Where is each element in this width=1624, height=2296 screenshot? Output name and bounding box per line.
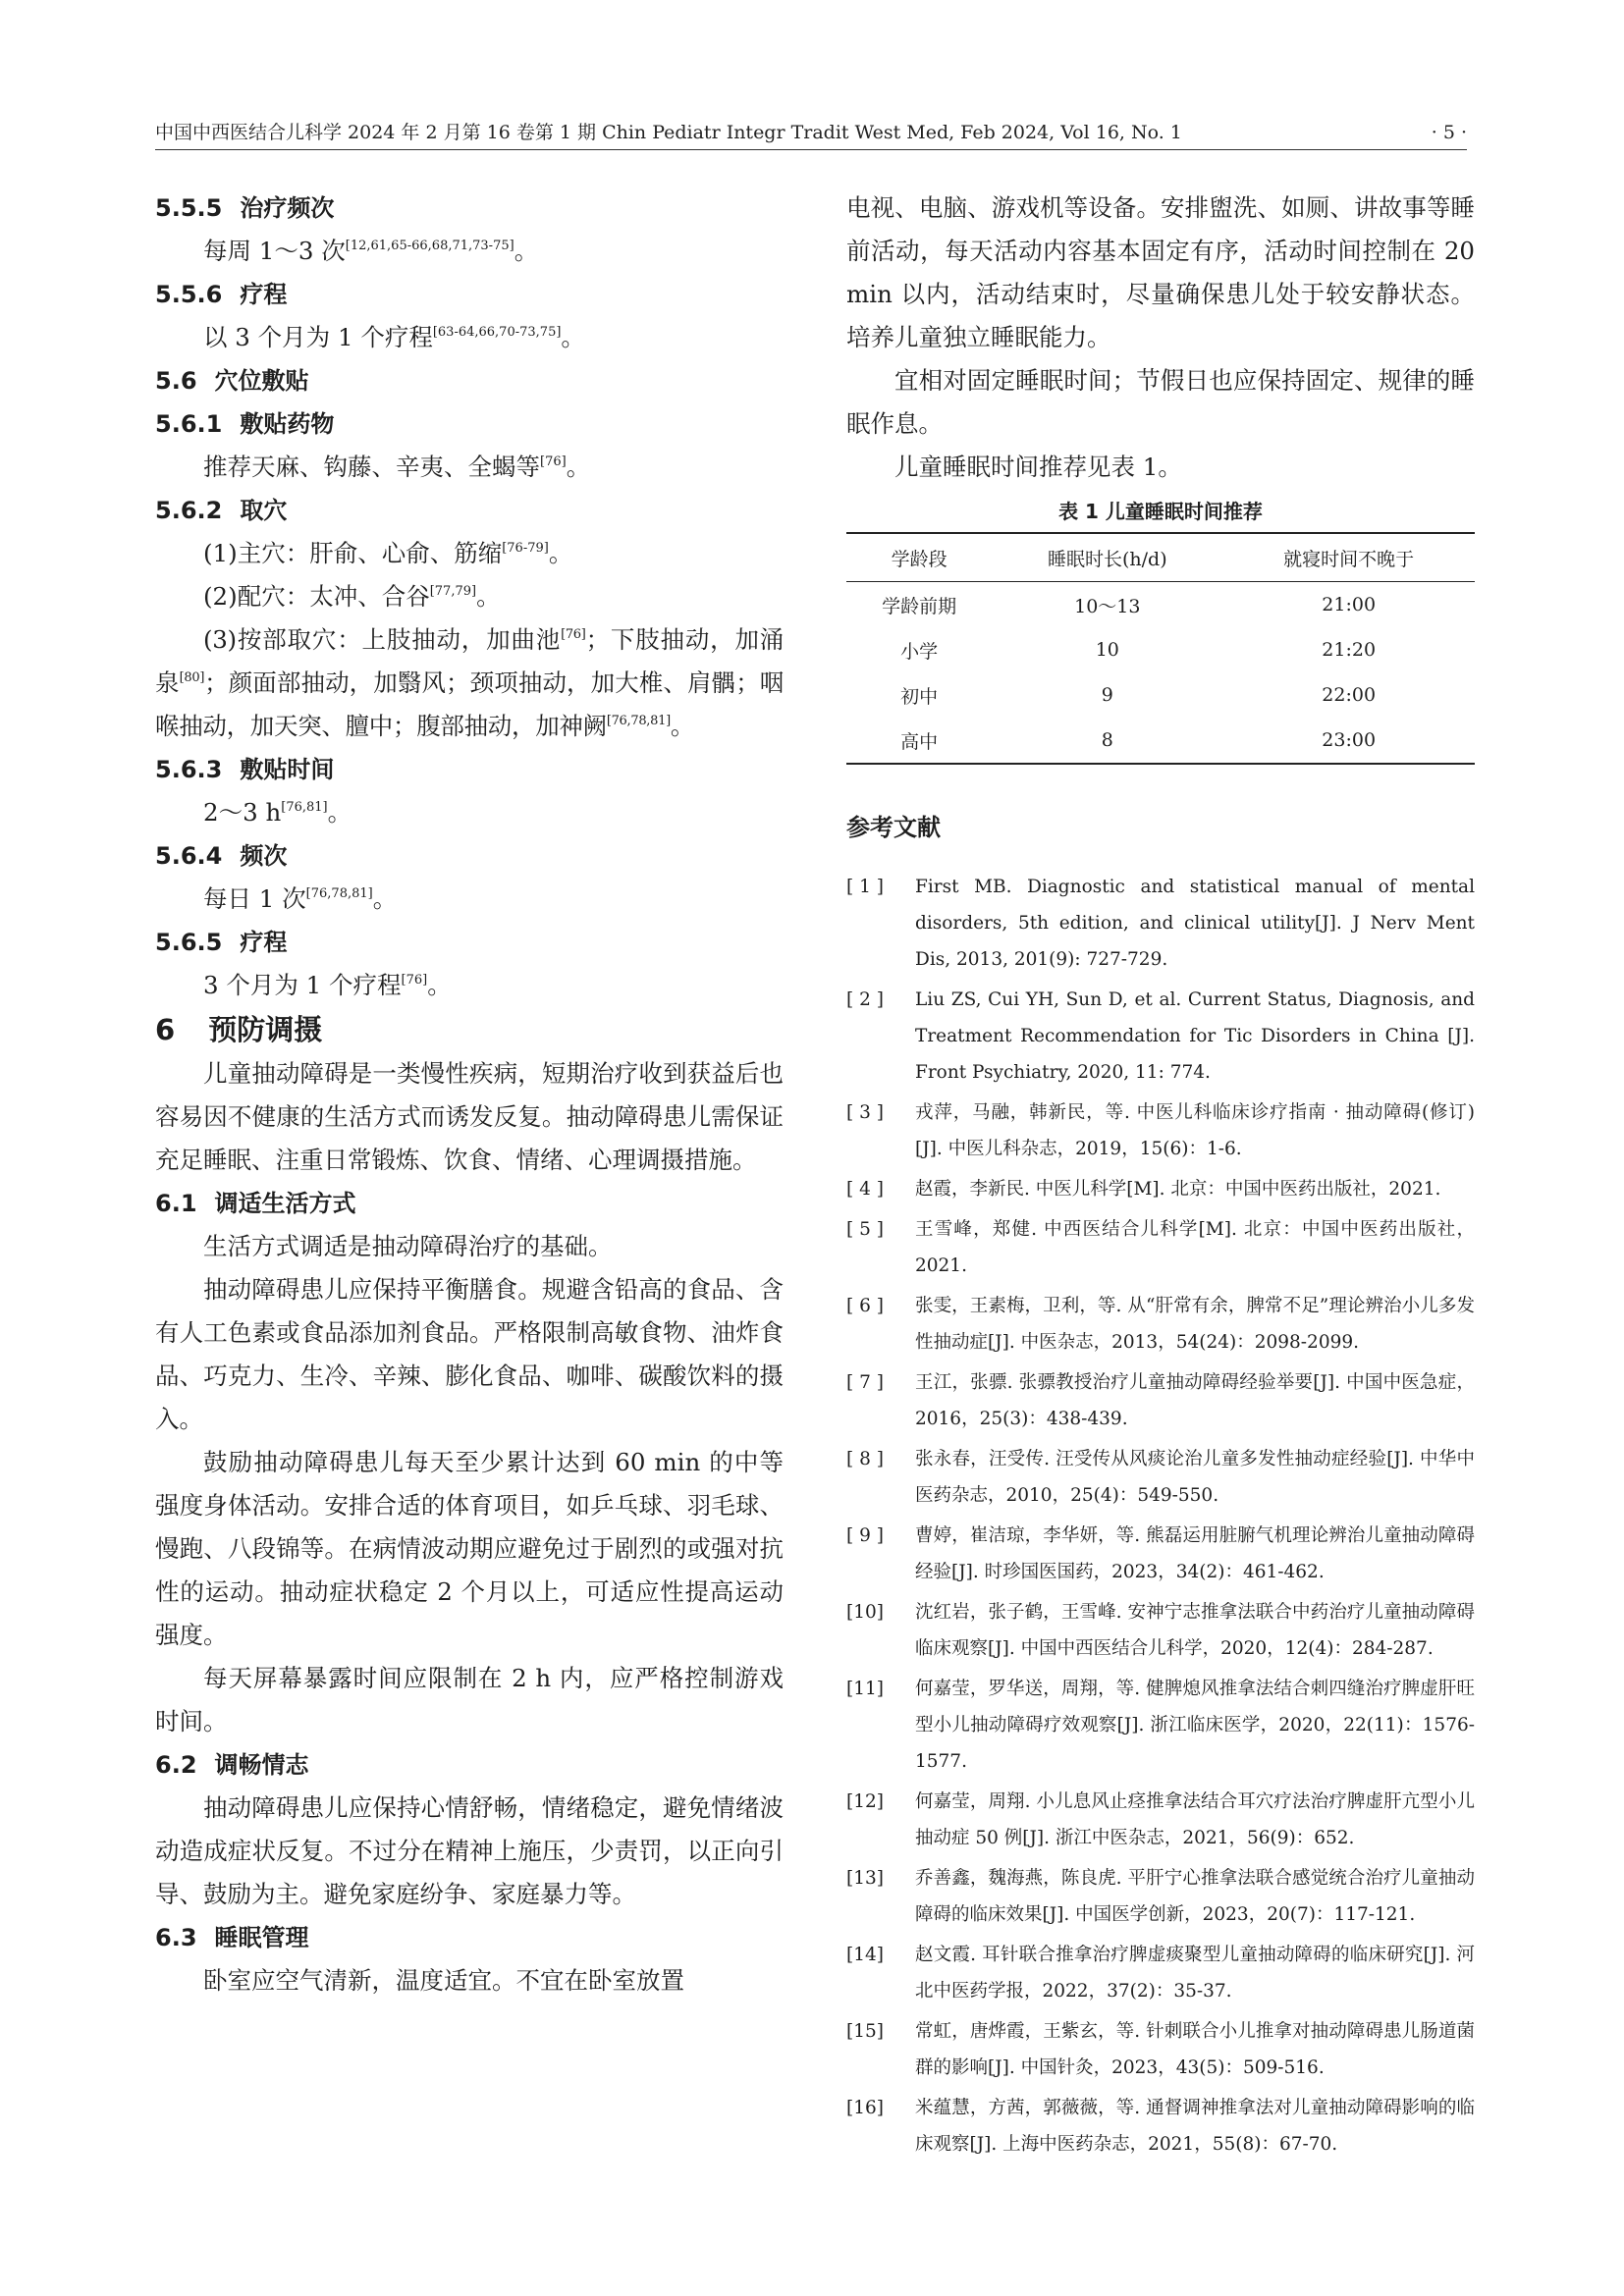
section-5-5-6 <box>155 273 784 316</box>
paragraph <box>155 316 784 359</box>
reference-number: [11] <box>846 1679 884 1699</box>
reference-number: [10] <box>846 1602 884 1623</box>
section-number: 5.6.1 <box>155 410 223 438</box>
table-cell: 23:00 <box>1322 729 1377 751</box>
reference-item <box>846 2013 1475 2086</box>
section-5-6-1 <box>155 402 784 446</box>
paragraph: 宜相对固定睡眠时间；节假日也应保持固定、规律的睡眠作息。 <box>846 366 1475 438</box>
section-6-2 <box>155 1743 784 1787</box>
reference-number: [ 3 ] <box>846 1102 884 1123</box>
text: 。 <box>561 323 585 351</box>
reference-text: 何嘉莹，罗华送，周翔，等. 健脾熄风推拿法结合刺四缝治疗脾虚肝旺型小儿抽动障碍疗效观察[J]. 浙江临床医学，2020，22(11)：1576-1577. <box>915 1679 1475 1772</box>
text: 3 个月为 1 个疗程 <box>203 971 402 999</box>
left-column <box>155 187 784 2002</box>
reference-text: 乔善鑫，魏海燕，陈良虎. 平肝宁心推拿法联合感觉统合治疗儿童抽动障碍的临床效果[J]. 中国医学创新，2023，20(7)：117-121. <box>915 1868 1475 1925</box>
reference-item <box>846 1288 1475 1361</box>
table-cell: 学龄前期 <box>882 595 957 617</box>
paragraph: 儿童抽动障碍是一类慢性疾病，短期治疗收到获益后也容易因不健康的生活方式而诱发反复。抽动障碍患儿需保证充足睡眠、注重日常锻炼、饮食、情绪、心理调摄措施。 <box>155 1059 784 1174</box>
citation: [76,81] <box>281 800 328 815</box>
citation: [76] <box>540 454 567 469</box>
reference-text: 何嘉莹，周翔. 小儿息风止痉推拿法结合耳穴疗法治疗脾虚肝亢型小儿抽动症 50 例[J]. 浙江中医杂志，2021，56(9)：652. <box>915 1791 1475 1848</box>
section-title: 敷贴时间 <box>240 756 335 783</box>
reference-item <box>846 1937 1475 2009</box>
reference-list <box>846 869 1475 2163</box>
reference-text: First MB. Diagnostic and statistical manual of mental disorders, 5th edition, and clinical utility[J]. J Nerv Ment Dis, 2013, 201(9): 727-729. <box>915 877 1475 970</box>
sleep-time-table <box>846 532 1475 765</box>
reference-number: [ 4 ] <box>846 1179 884 1200</box>
text: 每周 1～3 次 <box>203 237 346 265</box>
reference-item <box>846 2090 1475 2163</box>
table-title: 表 1 儿童睡眠时间推荐 <box>1058 500 1263 523</box>
paragraph: 卧室应空气清新，温度适宜。不宜在卧室放置 <box>203 1966 684 1995</box>
section-5-6-4 <box>155 834 784 878</box>
text: 。 <box>514 237 539 265</box>
paragraph <box>155 964 784 1007</box>
reference-text: 戎萍，马融，韩新民，等. 中医儿科临床诊疗指南 · 抽动障碍(修订)[J]. 中医儿科杂志，2019，15(6)：1-6. <box>915 1102 1475 1159</box>
paragraph <box>155 575 784 618</box>
reference-text: 米蕴慧，方茜，郭薇薇，等. 通督调神推拿法对儿童抽动障碍影响的临床观察[J]. 上海中医药杂志，2021，55(8)：67-70. <box>915 2098 1475 2155</box>
section-title: 睡眠管理 <box>214 1924 309 1951</box>
table-row <box>846 718 1475 764</box>
section-title: 穴位敷贴 <box>214 367 309 395</box>
section-5-6-5 <box>155 921 784 964</box>
reference-number: [14] <box>846 1945 884 1965</box>
reference-number: [15] <box>846 2021 884 2042</box>
reference-number: [ 8 ] <box>846 1449 884 1469</box>
paragraph: 儿童睡眠时间推荐见表 1。 <box>894 453 1182 481</box>
table-cell: 9 <box>1101 684 1113 706</box>
reference-item <box>846 1171 1475 1207</box>
reference-number: [ 2 ] <box>846 989 884 1010</box>
reference-number: [ 7 ] <box>846 1372 884 1393</box>
table-cell: 小学 <box>900 640 939 663</box>
text: (2)配穴：太冲、合谷 <box>203 582 430 611</box>
citation: [80] <box>179 670 205 685</box>
section-title: 频次 <box>240 842 288 870</box>
section-title: 治疗频次 <box>240 194 335 222</box>
reference-item <box>846 1671 1475 1780</box>
citation: [76,78,81] <box>606 714 671 728</box>
table-cell: 22:00 <box>1322 684 1377 706</box>
text: 。 <box>327 798 352 827</box>
paragraph <box>155 618 784 748</box>
reference-number: [12] <box>846 1791 884 1812</box>
paragraph: 生活方式调适是抽动障碍治疗的基础。 <box>203 1232 613 1260</box>
section-6-3 <box>155 1916 784 1959</box>
text: 以 3 个月为 1 个疗程 <box>203 323 433 351</box>
citation: [63-64,66,70-73,75] <box>432 325 562 340</box>
section-number: 5.6.3 <box>155 756 223 783</box>
reference-text: 王江，张骠. 张骠教授治疗儿童抽动障碍经验举要[J]. 中国中医急症，2016，25(3)：438-439. <box>915 1372 1475 1429</box>
section-5-6-3 <box>155 748 784 791</box>
section-number: 5.6.2 <box>155 497 223 524</box>
references-title: 参考文献 <box>846 814 941 841</box>
reference-text: 曹婷，崔洁琼，李华妍，等. 熊磊运用脏腑气机理论辨治儿童抽动障碍经验[J]. 时珍国医国药，2023，34(2)：461-462. <box>915 1525 1475 1582</box>
text: 每日 1 次 <box>203 884 306 913</box>
reference-text: 张雯，王素梅，卫利，等. 从“肝常有余，脾常不足”理论辨治小儿多发性抽动症[J]. 中医杂志，2013，54(24)：2098-2099. <box>915 1296 1475 1353</box>
reference-text: 赵霞，李新民. 中医儿科学[M]. 北京：中国中医药出版社，2021. <box>915 1179 1441 1200</box>
section-number: 5.6 <box>155 367 197 395</box>
reference-number: [13] <box>846 1868 884 1889</box>
text: 。 <box>476 582 501 611</box>
section-title: 取穴 <box>240 497 288 524</box>
page-number: · 5 · <box>1431 122 1467 143</box>
paragraph <box>155 791 784 834</box>
reference-number: [ 1 ] <box>846 877 884 897</box>
text: 。 <box>427 971 452 999</box>
reference-text: 张永春，汪受传. 汪受传从风痰论治儿童多发性抽动症经验[J]. 中华中医药杂志，2010，25(4)：549-550. <box>915 1449 1475 1506</box>
text: 。 <box>566 453 591 481</box>
reference-item <box>846 1441 1475 1514</box>
right-column <box>846 187 1475 2163</box>
reference-item <box>846 1518 1475 1590</box>
section-5-6-2 <box>155 489 784 532</box>
journal-header: 中国中西医结合儿科学 2024 年 2 月第 16 卷第 1 期 Chin Pediatr Integr Tradit West Med, Feb 2024, Vol 16, No. 1 <box>155 122 1182 143</box>
text: 推荐天麻、钩藤、辛夷、全蝎等 <box>203 453 540 481</box>
text: 2～3 h <box>203 798 282 827</box>
reference-item <box>846 1784 1475 1856</box>
table-row <box>846 672 1475 718</box>
section-title: 疗程 <box>240 929 288 956</box>
column-header: 学龄段 <box>846 533 992 582</box>
section-title: 调适生活方式 <box>214 1190 356 1217</box>
section-number: 5.5.5 <box>155 194 223 222</box>
section-6-1 <box>155 1182 784 1225</box>
reference-item <box>846 1594 1475 1667</box>
paragraph: 抽动障碍患儿应保持心情舒畅，情绪稳定，避免情绪波动造成症状反复。不过分在精神上施压，少责罚，以正向引导、鼓励为主。避免家庭纷争、家庭暴力等。 <box>155 1793 784 1908</box>
text: ；颜面部抽动，加翳风；颈项抽动，加大椎、肩髃；咽喉抽动，加天突、膻中；腹部抽动，加神阙 <box>155 668 784 740</box>
table-cell: 8 <box>1101 729 1113 751</box>
reference-number: [ 9 ] <box>846 1525 884 1546</box>
section-number: 5.6.4 <box>155 842 223 870</box>
paragraph <box>155 446 784 489</box>
table-row <box>846 582 1475 628</box>
table-cell: 10 <box>1095 639 1119 661</box>
reference-item <box>846 982 1475 1091</box>
paragraph: 每天屏幕暴露时间应限制在 2 h 内，应严格控制游戏时间。 <box>155 1664 784 1735</box>
reference-item <box>846 1364 1475 1437</box>
citation: [76] <box>401 973 428 988</box>
citation: [76] <box>561 627 586 642</box>
reference-item <box>846 869 1475 978</box>
reference-item <box>846 1095 1475 1167</box>
paragraph <box>155 878 784 921</box>
section-6 <box>155 1007 784 1052</box>
text: 。 <box>548 539 573 567</box>
paragraph: 抽动障碍患儿应保持平衡膳食。规避含铅高的食品、含有人工色素或食品添加剂食品。严格限制高敏食物、油炸食品、巧克力、生冷、辛辣、膨化食品、咖啡、碳酸饮料的摄入。 <box>155 1275 784 1433</box>
column-header: 就寝时间不晚于 <box>1222 533 1475 582</box>
reference-number: [ 5 ] <box>846 1219 884 1240</box>
reference-text: 常虹，唐烨霞，王紫玄，等. 针刺联合小儿推拿对抽动障碍患儿肠道菌群的影响[J]. 中国针灸，2023，43(5)：509-516. <box>915 2021 1475 2078</box>
paragraph: 电视、电脑、游戏机等设备。安排盥洗、如厕、讲故事等睡前活动，每天活动内容基本固定有序，活动时间控制在 20 min 以内，活动结束时，尽量确保患儿处于较安静状态。培养儿童独立睡眠能力。 <box>846 193 1475 351</box>
section-title: 敷贴药物 <box>240 410 335 438</box>
section-number: 6.2 <box>155 1751 197 1779</box>
section-number: 6 <box>155 1013 176 1046</box>
section-5-5-5 <box>155 187 784 230</box>
reference-text: 王雪峰，郑健. 中西医结合儿科学[M]. 北京：中国中医药出版社，2021. <box>915 1219 1475 1276</box>
reference-item <box>846 1211 1475 1284</box>
text: 。 <box>372 884 398 913</box>
section-number: 5.6.5 <box>155 929 223 956</box>
paragraph <box>155 532 784 575</box>
section-5-6 <box>155 359 784 402</box>
reference-text: 赵文霞. 耳针联合推拿治疗脾虚痰聚型儿童抽动障碍的临床研究[J]. 河北中医药学报，2022，37(2)：35-37. <box>915 1945 1475 2002</box>
paragraph <box>155 230 784 273</box>
table-cell: 10～13 <box>1074 595 1141 617</box>
text: 。 <box>670 712 695 740</box>
section-number: 6.1 <box>155 1190 197 1217</box>
running-header <box>155 116 1467 150</box>
table-header-row <box>846 533 1475 582</box>
table-row <box>846 627 1475 672</box>
table-cell: 初中 <box>900 685 939 708</box>
paragraph: 鼓励抽动障碍患儿每天至少累计达到 60 min 的中等强度身体活动。安排合适的体育项目，如乒乓球、羽毛球、慢跑、八段锦等。在病情波动期应避免过于剧烈的或强对抗性的运动。抽动症状稳定 2 个月以上，可适应性提高运动强度。 <box>155 1448 784 1649</box>
section-title: 调畅情志 <box>214 1751 309 1779</box>
section-title: 疗程 <box>240 281 288 308</box>
section-title: 预防调摄 <box>208 1013 323 1046</box>
citation: [76,78,81] <box>305 886 373 901</box>
text: ；下肢抽动，加涌泉 <box>155 625 784 697</box>
reference-number: [16] <box>846 2098 884 2118</box>
section-number: 5.5.6 <box>155 281 223 308</box>
table-cell: 高中 <box>900 730 939 753</box>
section-number: 6.3 <box>155 1924 197 1951</box>
text: (1)主穴：肝俞、心俞、筋缩 <box>203 539 503 567</box>
reference-item <box>846 1860 1475 1933</box>
citation: [76-79] <box>502 541 549 556</box>
table-cell: 21:20 <box>1322 639 1377 661</box>
citation: [12,61,65-66,68,71,73-75] <box>345 239 514 253</box>
table-cell: 21:00 <box>1322 594 1377 615</box>
text: (3)按部取穴：上肢抽动，加曲池 <box>203 625 562 654</box>
citation: [77,79] <box>429 584 477 599</box>
reference-text: Liu ZS, Cui YH, Sun D, et al. Current Status, Diagnosis, and Treatment Recommendation for Tic Disorders in China [J]. Front Psychiatry, 2020, 11: 774. <box>915 989 1475 1083</box>
reference-number: [ 6 ] <box>846 1296 884 1316</box>
column-header: 睡眠时长(h/d) <box>992 533 1222 582</box>
reference-text: 沈红岩，张子鹤，王雪峰. 安神宁志推拿法联合中药治疗儿童抽动障碍临床观察[J]. 中国中西医结合儿科学，2020，12(4)：284-287. <box>915 1602 1475 1659</box>
